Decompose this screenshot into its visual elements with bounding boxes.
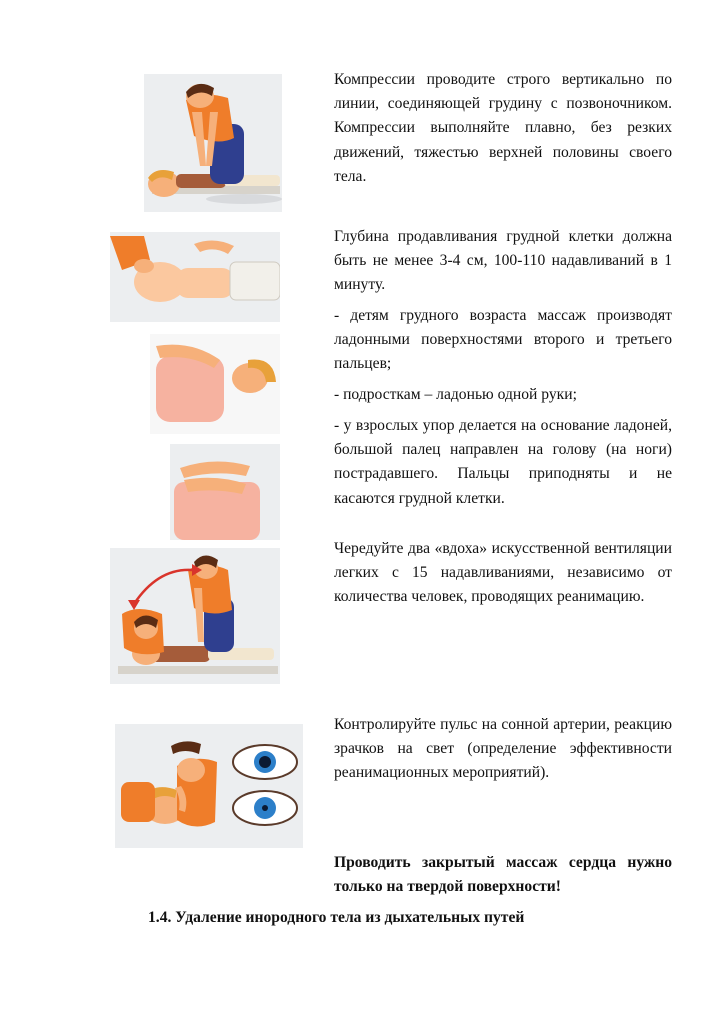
paragraph-pulse-check: Контролируйте пульс на сонной артерии, реакцию зрачков на свет (определение эффективности реанимационных мероприятий). (334, 716, 672, 782)
illustration-pulse-and-pupils (115, 724, 303, 848)
illustration-compression-by-age (110, 232, 280, 540)
paragraph-compression-direction: Компрессии проводите строго вертикально по линии, соединяющей грудину с позвоночником. Компрессии выполняйте плавно, без резких движений, тяжестью верхней половины своего тела. (334, 71, 672, 185)
paragraph-infants: - детям грудного возраста массаж производят ладонными поверхностями второго и третьего пальцев; (334, 307, 672, 373)
illustration-two-rescuers (110, 548, 280, 684)
section-heading: 1.4. Удаление инородного тела из дыхательных путей (148, 909, 525, 926)
warning-hard-surface: Проводить закрытый массаж сердца нужно только на твердой поверхности! (334, 854, 672, 896)
paragraph-compression-depth: Глубина продавливания грудной клетки должна быть не менее 3-4 см, 100-110 надавливаний в 1 минуту. (334, 228, 672, 294)
illustration-adult-compressions (144, 74, 282, 212)
paragraph-adults: - у взрослых упор делается на основание ладоней, большой палец направлен на голову (на ноги) пострадавшего. Пальцы приподняты и не касаются грудной клетки. (334, 417, 672, 507)
paragraph-breath-ratio: Чередуйте два «вдоха» искусственной вентиляции легких с 15 надавливаниями, независимо от количества человек, проводящих реанимацию. (334, 540, 672, 606)
paragraph-teenagers: - подросткам – ладонью одной руки; (334, 386, 577, 403)
